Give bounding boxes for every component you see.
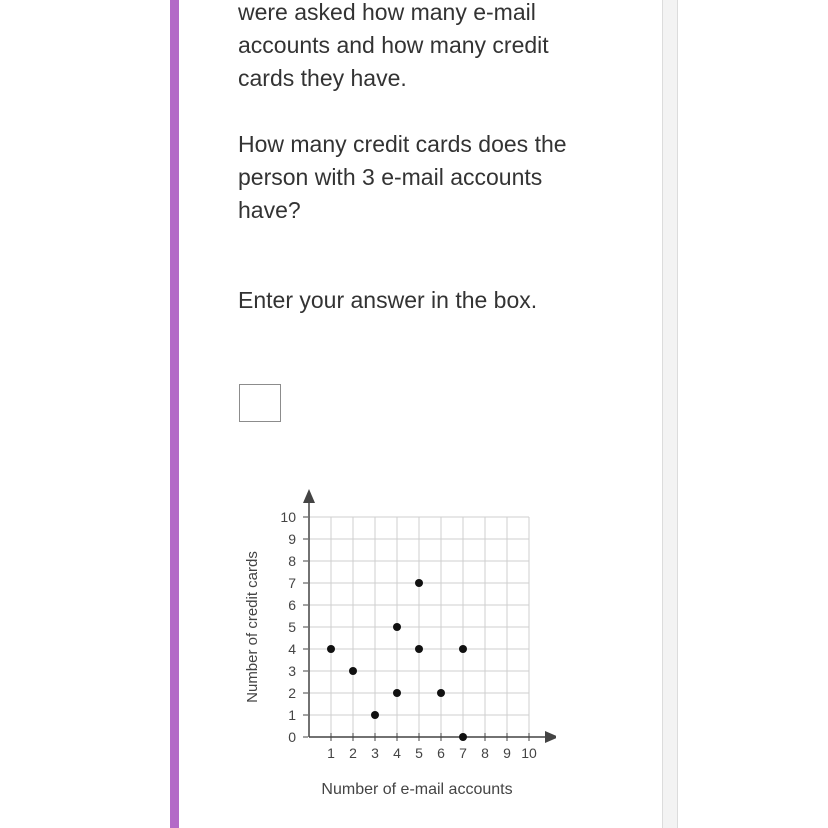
- x-tick-label: 4: [393, 745, 401, 761]
- y-axis-arrow: [303, 489, 315, 503]
- answer-instruction-text: Enter your answer in the box.: [238, 287, 538, 313]
- page-background-left: [0, 0, 170, 828]
- data-point: [349, 667, 357, 675]
- x-tick-label: 2: [349, 745, 357, 761]
- question-intro-text: were asked how many e-mail accounts and how many credit cards they have.: [238, 0, 549, 91]
- y-tick-label: 8: [288, 553, 296, 569]
- right-gutter: [663, 0, 678, 828]
- data-point: [327, 645, 335, 653]
- y-tick-label: 5: [288, 619, 296, 635]
- x-tick-label: 10: [521, 745, 537, 761]
- x-axis-label: Number of e-mail accounts: [321, 781, 513, 798]
- chart-axes: [303, 489, 556, 743]
- data-point: [437, 689, 445, 697]
- y-axis-label: Number of credit cards: [244, 551, 261, 703]
- x-tick-label: 5: [415, 745, 423, 761]
- y-tick-label: 9: [288, 531, 296, 547]
- x-tick-label: 8: [481, 745, 489, 761]
- y-tick-label: 10: [280, 509, 296, 525]
- x-tick-label: 1: [327, 745, 335, 761]
- x-tick-label: 9: [503, 745, 511, 761]
- data-point: [459, 733, 467, 741]
- y-tick-label: 0: [288, 729, 296, 745]
- y-tick-label: 2: [288, 685, 296, 701]
- y-tick-label: 4: [288, 641, 296, 657]
- x-tick-label: 6: [437, 745, 445, 761]
- data-point: [415, 579, 423, 587]
- scatter-plot: [236, 484, 556, 804]
- data-point: [415, 645, 423, 653]
- y-tick-label: 6: [288, 597, 296, 613]
- chart-grid: [309, 517, 529, 737]
- question-accent-bar: [170, 0, 179, 828]
- x-axis-arrow: [545, 731, 556, 743]
- y-tick-label: 7: [288, 575, 296, 591]
- data-point: [459, 645, 467, 653]
- y-tick-label: 1: [288, 707, 296, 723]
- data-point: [371, 711, 379, 719]
- answer-input[interactable]: [239, 384, 281, 422]
- data-point: [393, 623, 401, 631]
- chart-ticks: [280, 509, 537, 761]
- x-tick-label: 3: [371, 745, 379, 761]
- question-prompt-text: How many credit cards does the person with 3 e-mail accounts have?: [238, 131, 567, 223]
- data-point: [393, 689, 401, 697]
- y-tick-label: 3: [288, 663, 296, 679]
- x-tick-label: 7: [459, 745, 467, 761]
